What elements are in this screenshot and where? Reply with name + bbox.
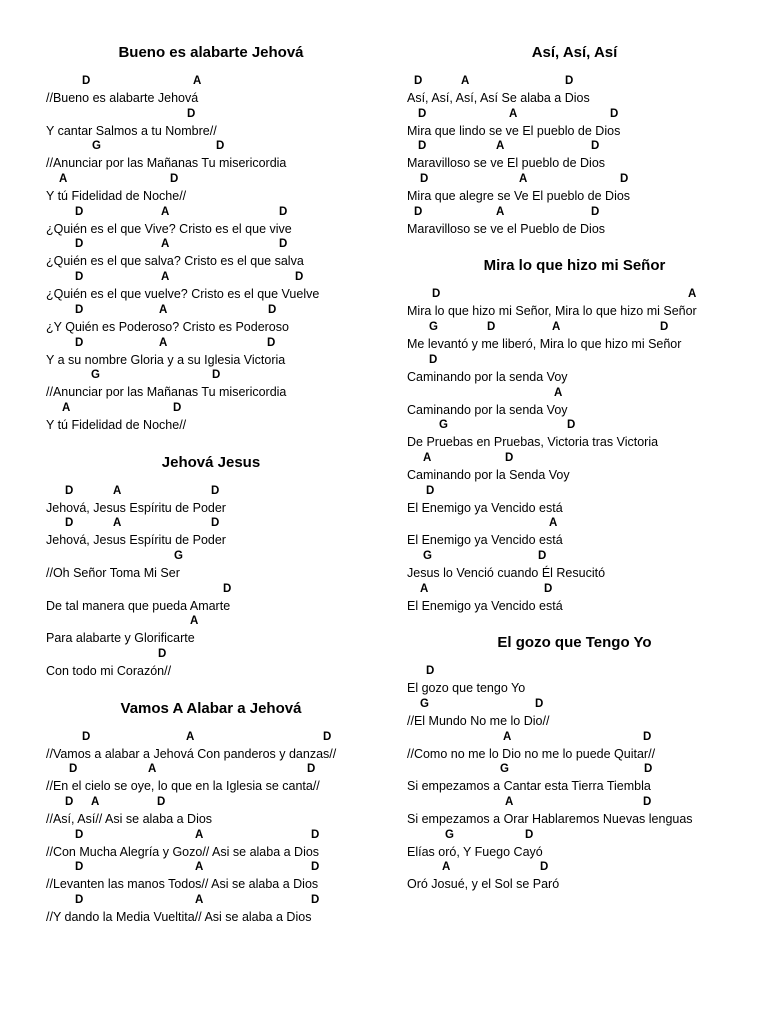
chord-a: A [161,238,170,251]
verse-line [46,172,376,205]
lyric-line: Si empezamos a Orar Hablaremos Nuevas lenguas [407,812,693,827]
chord-row [407,762,742,778]
chord-row [46,516,376,532]
verse-line [46,860,376,893]
chord-row [407,828,742,844]
lyric-line: El Enemigo ya Vencido está [407,533,563,548]
chord-d: D [643,796,652,809]
chord-row [46,205,376,221]
chord-d: D [187,107,196,120]
chord-d: D [311,861,320,874]
chord-d: D [75,336,84,349]
verse-line [407,795,742,828]
lyric-line: Caminando por la Senda Voy [407,467,570,482]
chord-row [46,860,376,876]
lyric-line: Me levantó y me liberó, Mira lo que hizo mi Señor [407,337,682,352]
chord-row [46,237,376,253]
song-asi-asi-asi [407,40,742,237]
lyric-line: Jesus lo Venció cuando Él Resucitó [407,565,606,580]
chord-d: D [565,75,574,87]
verse-line [407,418,742,451]
chord-d: D [65,517,74,530]
lyric-line: //Anunciar por las Mañanas Tu misericordia [46,156,287,171]
chord-row [407,451,742,467]
chord-d: D [311,828,320,841]
verse-line [407,549,742,582]
chord-a: A [190,615,199,628]
chord-a: A [161,271,170,284]
verse-line [46,762,376,795]
chord-d: D [418,107,427,120]
lyric-line: Así, Así, Así, Así Se alaba a Dios [407,91,590,105]
verse-line [407,451,742,484]
chord-d: D [544,582,553,595]
chord-d: D [211,517,220,530]
chord-d: D [525,828,534,841]
chord-a: A [552,321,561,334]
chord-a: A [59,173,68,186]
chord-row [407,730,742,746]
chord-d: D [307,763,316,776]
song-el-gozo-que-tengo-yo [407,630,742,893]
verse-line [46,237,376,270]
right-column [407,40,742,909]
chord-d: D [75,303,84,316]
chord-d: D [432,288,441,301]
chord-d: D [211,484,220,497]
chord-row [407,353,742,369]
chord-row [46,730,376,746]
lyric-line: De tal manera que pueda Amarte [46,598,231,613]
lyric-line: Oró Josué, y el Sol se Paró [407,877,560,892]
chord-row [407,287,742,303]
song-vamos-a-alabar-a-jehova [46,696,376,926]
chord-d: D [65,796,74,809]
chord-a: A [62,401,71,414]
song-title: Vamos A Alabar a Jehová [120,699,302,717]
verse-line [407,287,742,320]
song-title: Bueno es alabarte Jehová [118,44,304,61]
lyric-line: De Pruebas en Pruebas, Victoria tras Victoria [407,435,659,450]
lyric-line: //Con Mucha Alegría y Gozo// Asi se alaba a Dios [46,844,320,859]
lyric-line: //En el cielo se oye, lo que en la Iglesia se canta// [46,779,320,794]
lyric-line: //Así, Así// Asi se alaba a Dios [46,812,213,827]
verse-line [407,516,742,549]
chord-d: D [591,140,600,153]
chord-g: G [91,369,100,382]
verse-line [407,860,742,893]
chord-d: D [620,173,629,186]
chord-d: D [75,894,84,907]
chord-d: D [418,140,427,153]
chord-d: D [212,369,221,382]
chord-a: A [113,517,122,530]
chord-row [407,664,742,680]
lyric-line: Caminando por la senda Voy [407,369,568,384]
chord-a: A [420,582,429,595]
lyric-line: El Enemigo ya Vencido está [407,598,563,613]
chord-d: D [267,336,276,349]
chord-d: D [69,763,78,776]
lyric-line: ¿Quién es el que Vive? Cristo es el que vive [46,221,292,236]
chord-a: A [423,451,432,464]
verse-line [46,107,376,140]
chord-d: D [268,303,277,316]
lyric-line: ¿Quién es el que vuelve? Cristo es el que Vuelve [46,287,320,302]
chord-a: A [195,861,204,874]
lyric-line: //Bueno es alabarte Jehová [46,91,199,105]
chord-d: D [414,205,423,218]
lyric-line: Elías oró, Y Fuego Cayó [407,844,543,859]
verse-line [407,664,742,697]
chord-a: A [519,173,528,186]
chord-row [407,697,742,713]
chord-row [46,107,376,123]
chord-row [46,401,376,417]
left-column [46,40,376,942]
chord-g: G [92,140,101,153]
verse-line [407,697,742,730]
chord-d: D [429,353,438,366]
verse-line [407,582,742,615]
verse-line [46,303,376,336]
song-bueno-es-alabarte-jehova [46,40,376,434]
chord-row [407,795,742,811]
chord-d: D [173,401,182,414]
verse-line [407,386,742,419]
chord-row [407,205,742,221]
chord-row [46,828,376,844]
chord-row [407,172,742,188]
chord-row [46,614,376,630]
chord-row [407,418,742,434]
chord-a: A [113,484,122,497]
verse-line [46,730,376,763]
chord-a: A [549,517,558,530]
chord-a: A [505,796,514,809]
chord-g: G [445,828,454,841]
chord-d: D [610,107,619,120]
chord-row [407,139,742,155]
chord-a: A [496,205,505,218]
lyric-line: Mira que lindo se ve El pueblo de Dios [407,123,621,138]
chord-a: A [496,140,505,153]
chord-row [407,320,742,336]
verse-line [407,730,742,763]
verse-line [46,401,376,434]
chord-a: A [554,386,563,399]
chord-row [46,368,376,384]
chord-d: D [158,648,167,660]
chord-d: D [567,419,576,432]
chord-row [407,107,742,123]
chord-a: A [91,796,100,809]
verse-line [407,74,742,107]
chord-d: D [75,238,84,251]
verse-line [46,270,376,303]
chord-d: D [323,730,332,743]
verse-line [46,614,376,647]
chord-d: D [644,763,653,776]
chord-a: A [148,763,157,776]
lyric-line: Y a su nombre Gloria y a su Iglesia Victoria [46,352,286,367]
verse-line [46,484,376,517]
chord-d: D [216,140,225,153]
chord-row [46,484,376,500]
chord-d: D [82,730,91,743]
chord-a: A [161,205,170,218]
chord-a: A [461,75,470,87]
chord-d: D [505,451,514,464]
lyric-line: Caminando por la senda Voy [407,402,568,417]
verse-line [46,893,376,926]
lyric-line: //El Mundo No me lo Dio// [407,714,550,728]
verse-line [46,336,376,369]
lyric-line: //Oh Señor Toma Mi Ser [46,565,180,580]
verse-line [46,516,376,549]
chord-d: D [279,238,288,251]
lyric-line: Y tú Fidelidad de Noche// [46,189,187,204]
chord-row [46,647,376,663]
lyric-line: Mira que alegre se Ve El pueblo de Dios [407,189,631,204]
chord-d: D [487,321,496,334]
lyric-line: Para alabarte y Glorificarte [46,631,195,646]
lyric-line: ¿Y Quién es Poderoso? Cristo es Poderoso [46,319,289,334]
chord-row [46,795,376,811]
chord-d: D [660,321,669,334]
chord-g: G [423,549,432,562]
chord-a: A [503,730,512,743]
lyric-line: El Enemigo ya Vencido está [407,500,563,515]
lyric-line: //Vamos a alabar a Jehová Con panderos y danzas// [46,746,337,761]
chord-row [46,303,376,319]
chord-a: A [186,730,195,743]
lyric-line: ¿Quién es el que salva? Cristo es el que salva [46,254,304,269]
verse-line [46,205,376,238]
chord-d: D [75,828,84,841]
chord-d: D [157,796,166,809]
chord-a: A [159,303,168,316]
chord-d: D [65,484,74,497]
chord-a: A [509,107,518,120]
lyric-line: Si empezamos a Cantar esta Tierra Tiembla [407,779,651,794]
chord-d: D [538,549,547,562]
chord-g: G [420,698,429,710]
verse-line [407,484,742,517]
lyric-line: El gozo que tengo Yo [407,681,526,696]
verse-line [407,320,742,353]
chord-d: D [643,730,652,743]
chord-d: D [279,205,288,218]
chord-d: D [426,665,435,678]
chord-d: D [75,861,84,874]
chord-row [46,270,376,286]
chord-d: D [535,698,544,710]
chord-a: A [195,894,204,907]
lyric-line: //Anunciar por las Mañanas Tu misericordia [46,385,287,400]
verse-line [407,828,742,861]
chord-d: D [591,205,600,218]
verse-line [407,353,742,386]
chord-d: D [420,173,429,186]
chord-d: D [414,75,423,87]
verse-line [407,139,742,172]
chord-row [407,74,742,90]
lyric-line: Y cantar Salmos a tu Nombre// [46,123,217,138]
chord-row [46,139,376,155]
chord-d: D [295,271,304,284]
verse-line [46,139,376,172]
chord-row [46,582,376,598]
verse-line [46,368,376,401]
chord-row [407,516,742,532]
chord-d: D [170,173,179,186]
verse-line [46,582,376,615]
chord-row [407,386,742,402]
chord-d: D [426,484,435,497]
lyric-line: Con todo mi Corazón// [46,664,172,678]
chord-d: D [82,75,91,87]
chord-row [46,762,376,778]
verse-line [46,647,376,680]
song-title: Así, Así, Así [531,44,618,61]
song-title: Jehová Jesus [161,453,261,471]
verse-line [407,107,742,140]
chord-row [46,893,376,909]
song-title: Mira lo que hizo mi Señor [483,257,666,275]
chord-g: G [439,419,448,432]
chord-row [407,484,742,500]
chord-g: G [429,321,438,334]
lyric-line: //Levanten las manos Todos// Asi se alaba a Dios [46,877,319,892]
chord-row [407,549,742,565]
chord-row [407,582,742,598]
chord-a: A [193,75,202,87]
chord-a: A [442,861,451,874]
chord-d: D [75,205,84,218]
verse-line [407,205,742,238]
chord-a: A [159,336,168,349]
chord-a: A [688,288,697,301]
lyric-line: Y tú Fidelidad de Noche// [46,417,187,432]
verse-line [46,828,376,861]
verse-line [46,549,376,582]
verse-line [46,795,376,828]
song-mira-lo-que-hizo-mi-senor [407,253,742,614]
chord-d: D [540,861,549,874]
lyric-line: Maravilloso se ve el Pueblo de Dios [407,221,606,236]
chord-g: G [174,549,183,562]
lyric-line: Mira lo que hizo mi Señor, Mira lo que hizo mi Señor [407,304,697,319]
chord-row [46,549,376,565]
lyric-line: //Como no me lo Dio no me lo puede Quitar// [407,746,656,761]
lyric-line: //Y dando la Media Vueltita// Asi se alaba a Dios [46,910,312,925]
chord-row [46,336,376,352]
chord-row [407,860,742,876]
verse-line [407,762,742,795]
chord-a: A [195,828,204,841]
chord-row [46,74,376,90]
chord-d: D [75,271,84,284]
lyric-line: Jehová, Jesus Espíritu de Poder [46,500,226,515]
lyric-line: Maravilloso se ve El pueblo de Dios [407,156,606,171]
chord-g: G [500,763,509,776]
lyric-line: Jehová, Jesus Espíritu de Poder [46,533,226,548]
chord-d: D [223,582,232,595]
verse-line [46,74,376,107]
chord-row [46,172,376,188]
chord-d: D [311,894,320,907]
song-jehova-jesus [46,450,376,680]
song-title: El gozo que Tengo Yo [497,634,652,652]
verse-line [407,172,742,205]
